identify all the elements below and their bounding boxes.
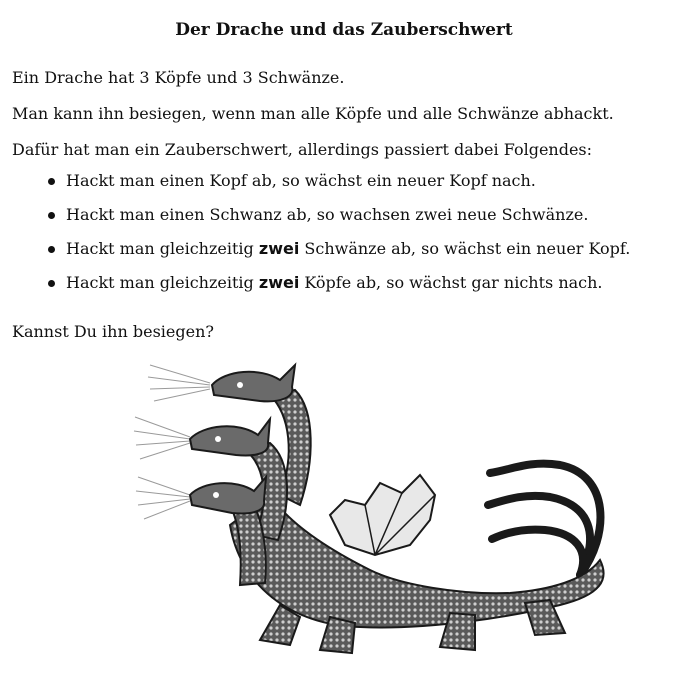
bullet-icon (48, 280, 55, 287)
rule-item: Hackt man gleichzeitig zwei Köpfe ab, so wächst gar nichts nach. (46, 273, 630, 307)
rule-item: Hackt man gleichzeitig zwei Schwänze ab, so wächst ein neuer Kopf. (46, 239, 630, 273)
page-title: Der Drache und das Zauberschwert (175, 20, 513, 40)
three-headed-dragon-icon (130, 355, 630, 665)
bullet-icon (48, 212, 55, 219)
question-text: Kannst Du ihn besiegen? (12, 322, 214, 341)
dragon-tails (488, 464, 600, 575)
rule-item: Hackt man einen Schwanz ab, so wachsen zwei neue Schwänze. (46, 205, 630, 239)
rules-list (46, 171, 630, 307)
rule-item: Hackt man einen Kopf ab, so wächst ein neuer Kopf nach. (46, 171, 630, 205)
dragon-wing (330, 475, 435, 555)
bullet-icon (48, 246, 55, 253)
intro-line-2: Man kann ihn besiegen, wenn man alle Köpfe und alle Schwänze abhackt. (12, 104, 614, 123)
intro-line-3: Dafür hat man ein Zauberschwert, allerdings passiert dabei Folgendes: (12, 140, 593, 159)
bullet-icon (48, 178, 55, 185)
intro-line-1: Ein Drache hat 3 Köpfe und 3 Schwänze. (12, 68, 345, 87)
